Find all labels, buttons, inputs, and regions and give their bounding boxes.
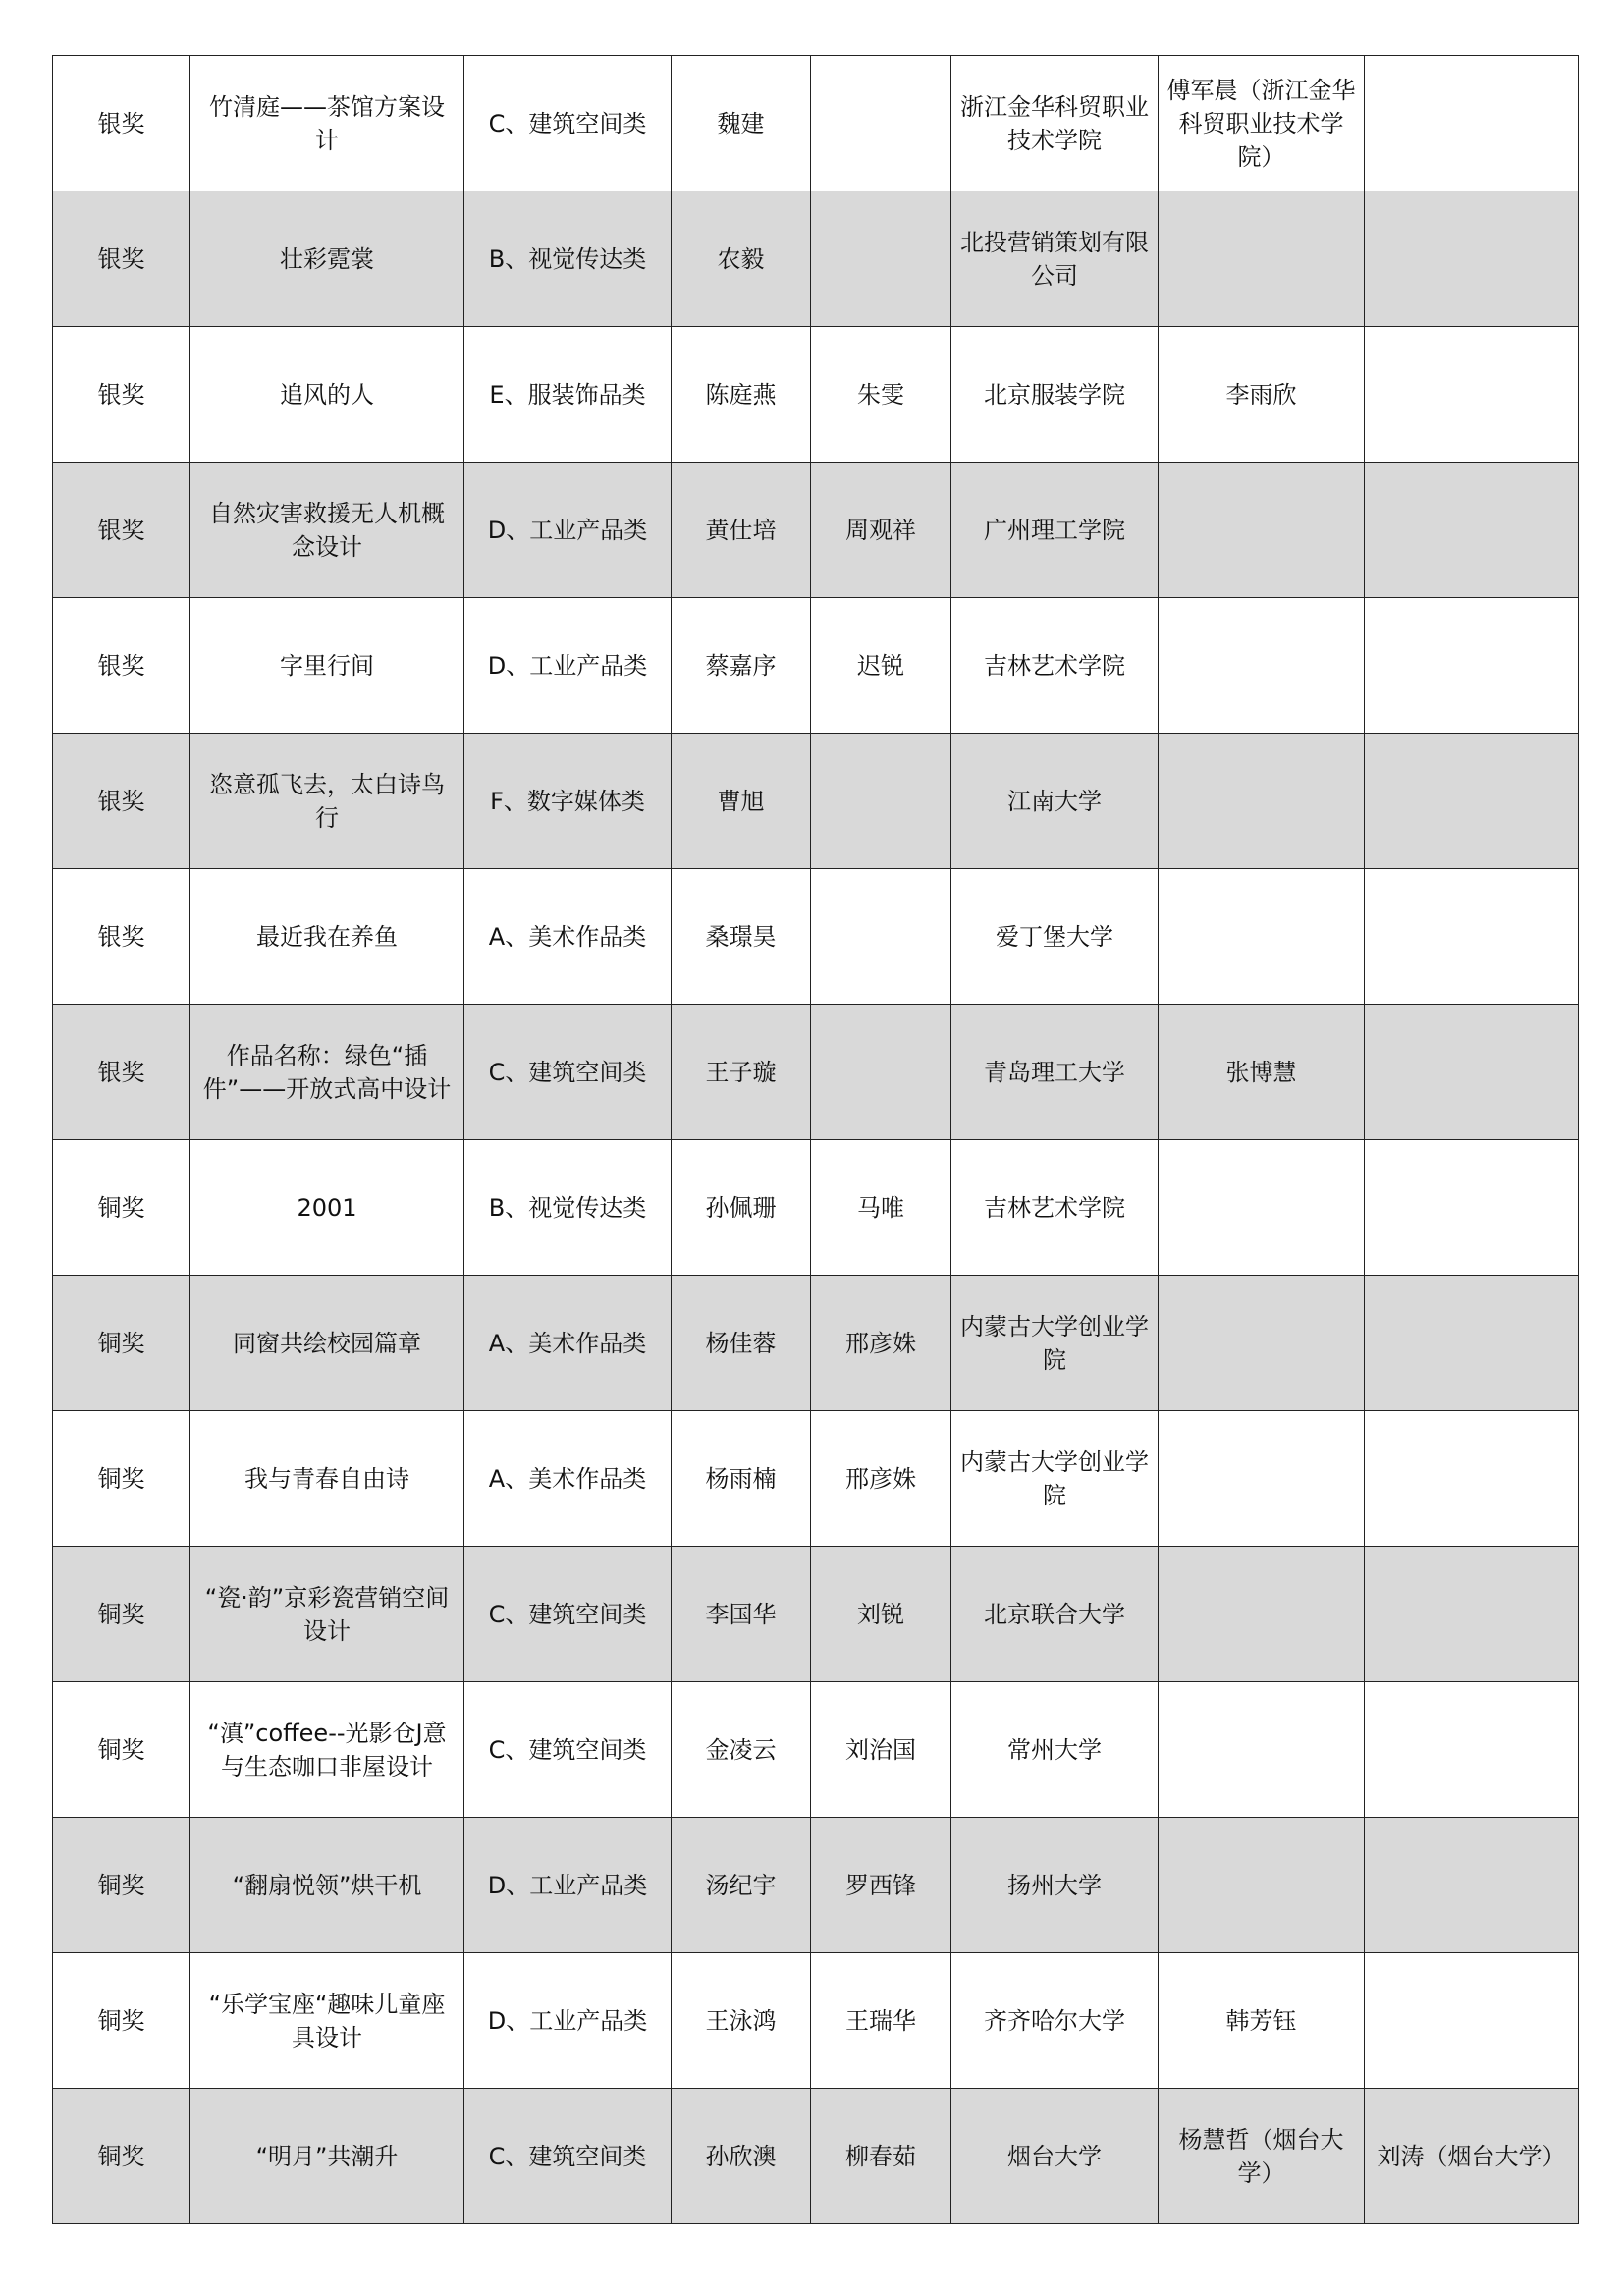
category-cell: C、建筑空间类	[464, 1547, 672, 1682]
advisor2-cell	[1365, 1818, 1579, 1953]
award-cell: 铜奖	[53, 1411, 190, 1547]
author1-cell: 金凌云	[672, 1682, 811, 1818]
advisor2-cell	[1365, 1276, 1579, 1411]
award-cell: 银奖	[53, 327, 190, 463]
award-cell: 银奖	[53, 598, 190, 734]
table-row	[53, 734, 1579, 869]
category-cell: C、建筑空间类	[464, 1005, 672, 1140]
author1-cell: 农毅	[672, 191, 811, 327]
advisor2-cell	[1365, 598, 1579, 734]
author1-cell: 汤纪宇	[672, 1818, 811, 1953]
author1-cell: 杨雨楠	[672, 1411, 811, 1547]
table-row	[53, 1682, 1579, 1818]
category-cell: A、美术作品类	[464, 869, 672, 1005]
author2-cell: 朱雯	[811, 327, 951, 463]
school-cell: 齐齐哈尔大学	[951, 1953, 1159, 2089]
award-cell: 铜奖	[53, 1682, 190, 1818]
title-cell: “滇”coffee--光影仓J意与生态咖口非屋设计	[190, 1682, 464, 1818]
author2-cell: 邢彦姝	[811, 1276, 951, 1411]
school-cell: 北投营销策划有限公司	[951, 191, 1159, 327]
school-cell: 内蒙古大学创业学院	[951, 1411, 1159, 1547]
table-row	[53, 1005, 1579, 1140]
author2-cell: 王瑞华	[811, 1953, 951, 2089]
author2-cell: 迟锐	[811, 598, 951, 734]
school-cell: 扬州大学	[951, 1818, 1159, 1953]
category-cell: D、工业产品类	[464, 463, 672, 598]
author2-cell: 罗西锋	[811, 1818, 951, 1953]
advisor1-cell	[1159, 191, 1365, 327]
table-row	[53, 2089, 1579, 2224]
category-cell: F、数字媒体类	[464, 734, 672, 869]
author2-cell	[811, 1005, 951, 1140]
table-row	[53, 1818, 1579, 1953]
advisor1-cell: 杨慧哲（烟台大学）	[1159, 2089, 1365, 2224]
award-cell: 铜奖	[53, 1818, 190, 1953]
category-cell: E、服装饰品类	[464, 327, 672, 463]
author1-cell: 陈庭燕	[672, 327, 811, 463]
table-row	[53, 56, 1579, 191]
author2-cell: 邢彦姝	[811, 1411, 951, 1547]
awards-table-body	[53, 56, 1579, 2224]
title-cell: “乐学宝座“趣味儿童座具设计	[190, 1953, 464, 2089]
author1-cell: 蔡嘉序	[672, 598, 811, 734]
award-cell: 铜奖	[53, 1140, 190, 1276]
award-cell: 银奖	[53, 463, 190, 598]
title-cell: “翻扇悦领”烘干机	[190, 1818, 464, 1953]
advisor1-cell	[1159, 1682, 1365, 1818]
category-cell: A、美术作品类	[464, 1276, 672, 1411]
title-cell: 我与青春自由诗	[190, 1411, 464, 1547]
advisor2-cell	[1365, 1953, 1579, 2089]
advisor1-cell	[1159, 734, 1365, 869]
advisor2-cell	[1365, 1682, 1579, 1818]
author2-cell: 马唯	[811, 1140, 951, 1276]
table-row	[53, 1411, 1579, 1547]
title-cell: 追风的人	[190, 327, 464, 463]
author1-cell: 孙佩珊	[672, 1140, 811, 1276]
table-row	[53, 327, 1579, 463]
advisor2-cell	[1365, 1411, 1579, 1547]
advisor2-cell	[1365, 1005, 1579, 1140]
table-row	[53, 1276, 1579, 1411]
advisor1-cell	[1159, 1411, 1365, 1547]
category-cell: B、视觉传达类	[464, 191, 672, 327]
author2-cell: 刘治国	[811, 1682, 951, 1818]
school-cell: 北京服装学院	[951, 327, 1159, 463]
advisor1-cell	[1159, 1818, 1365, 1953]
author1-cell: 桑璟昊	[672, 869, 811, 1005]
school-cell: 烟台大学	[951, 2089, 1159, 2224]
title-cell: 最近我在养鱼	[190, 869, 464, 1005]
school-cell: 常州大学	[951, 1682, 1159, 1818]
award-cell: 银奖	[53, 869, 190, 1005]
table-row	[53, 1547, 1579, 1682]
category-cell: D、工业产品类	[464, 1818, 672, 1953]
title-cell: 字里行间	[190, 598, 464, 734]
advisor1-cell: 傅军晨（浙江金华科贸职业技术学院）	[1159, 56, 1365, 191]
author1-cell: 黄仕培	[672, 463, 811, 598]
category-cell: B、视觉传达类	[464, 1140, 672, 1276]
title-cell: 同窗共绘校园篇章	[190, 1276, 464, 1411]
advisor1-cell: 张博慧	[1159, 1005, 1365, 1140]
advisor2-cell	[1365, 869, 1579, 1005]
author1-cell: 曹旭	[672, 734, 811, 869]
category-cell: C、建筑空间类	[464, 56, 672, 191]
school-cell: 吉林艺术学院	[951, 598, 1159, 734]
advisor1-cell: 韩芳钰	[1159, 1953, 1365, 2089]
author1-cell: 王泳鸿	[672, 1953, 811, 2089]
school-cell: 内蒙古大学创业学院	[951, 1276, 1159, 1411]
author1-cell: 李国华	[672, 1547, 811, 1682]
title-cell: “瓷·韵”京彩瓷营销空间设计	[190, 1547, 464, 1682]
award-cell: 银奖	[53, 56, 190, 191]
school-cell: 广州理工学院	[951, 463, 1159, 598]
advisor2-cell	[1365, 56, 1579, 191]
advisor2-cell	[1365, 191, 1579, 327]
author1-cell: 杨佳蓉	[672, 1276, 811, 1411]
school-cell: 浙江金华科贸职业技术学院	[951, 56, 1159, 191]
award-cell: 银奖	[53, 191, 190, 327]
author2-cell: 柳春茹	[811, 2089, 951, 2224]
advisor2-cell	[1365, 463, 1579, 598]
award-cell: 铜奖	[53, 1276, 190, 1411]
title-cell: “明月”共潮升	[190, 2089, 464, 2224]
advisor1-cell	[1159, 1547, 1365, 1682]
award-cell: 银奖	[53, 1005, 190, 1140]
author2-cell: 周观祥	[811, 463, 951, 598]
award-cell: 铜奖	[53, 1953, 190, 2089]
title-cell: 恣意孤飞去，太白诗鸟行	[190, 734, 464, 869]
advisor1-cell	[1159, 463, 1365, 598]
category-cell: D、工业产品类	[464, 1953, 672, 2089]
advisor2-cell	[1365, 327, 1579, 463]
advisor1-cell	[1159, 1276, 1365, 1411]
title-cell: 竹清庭——茶馆方案设计	[190, 56, 464, 191]
author2-cell	[811, 734, 951, 869]
award-cell: 铜奖	[53, 1547, 190, 1682]
advisor2-cell: 刘涛（烟台大学）	[1365, 2089, 1579, 2224]
advisor2-cell	[1365, 1547, 1579, 1682]
table-row	[53, 869, 1579, 1005]
advisor2-cell	[1365, 1140, 1579, 1276]
award-cell: 铜奖	[53, 2089, 190, 2224]
school-cell: 北京联合大学	[951, 1547, 1159, 1682]
title-cell: 作品名称：绿色“插件”——开放式高中设计	[190, 1005, 464, 1140]
school-cell: 江南大学	[951, 734, 1159, 869]
category-cell: D、工业产品类	[464, 598, 672, 734]
table-row	[53, 598, 1579, 734]
advisor1-cell	[1159, 1140, 1365, 1276]
awards-table	[52, 55, 1579, 2224]
author2-cell	[811, 869, 951, 1005]
author2-cell	[811, 56, 951, 191]
title-cell: 自然灾害救援无人机概念设计	[190, 463, 464, 598]
category-cell: C、建筑空间类	[464, 2089, 672, 2224]
author2-cell	[811, 191, 951, 327]
advisor1-cell	[1159, 869, 1365, 1005]
award-cell: 银奖	[53, 734, 190, 869]
table-row	[53, 1140, 1579, 1276]
advisor1-cell: 李雨欣	[1159, 327, 1365, 463]
advisor2-cell	[1365, 734, 1579, 869]
table-row	[53, 463, 1579, 598]
school-cell: 爱丁堡大学	[951, 869, 1159, 1005]
category-cell: C、建筑空间类	[464, 1682, 672, 1818]
author1-cell: 王子璇	[672, 1005, 811, 1140]
school-cell: 青岛理工大学	[951, 1005, 1159, 1140]
advisor1-cell	[1159, 598, 1365, 734]
title-cell: 壮彩霓裳	[190, 191, 464, 327]
author2-cell: 刘锐	[811, 1547, 951, 1682]
author1-cell: 魏建	[672, 56, 811, 191]
category-cell: A、美术作品类	[464, 1411, 672, 1547]
title-cell: 2001	[190, 1140, 464, 1276]
school-cell: 吉林艺术学院	[951, 1140, 1159, 1276]
author1-cell: 孙欣澳	[672, 2089, 811, 2224]
table-row	[53, 1953, 1579, 2089]
table-row	[53, 191, 1579, 327]
